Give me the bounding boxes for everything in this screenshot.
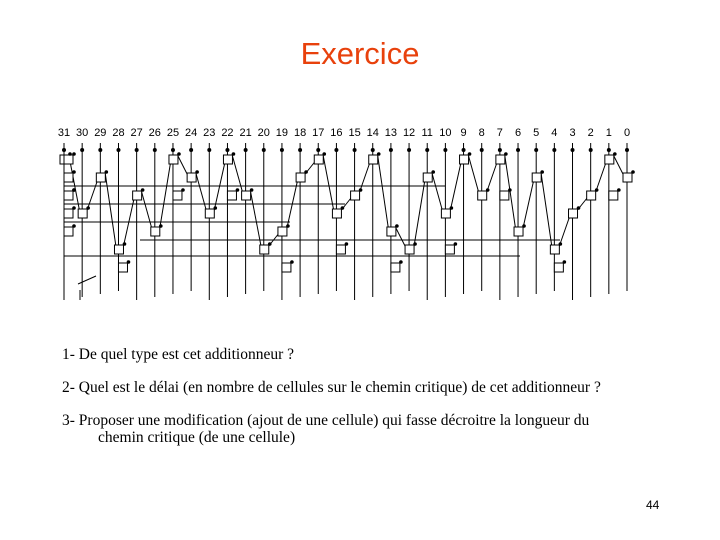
cell-node [559, 242, 563, 246]
cell-node [177, 152, 181, 156]
input-node [389, 148, 393, 152]
input-node [607, 148, 611, 152]
cell [478, 191, 487, 200]
input-node [80, 148, 84, 152]
cell-node [72, 206, 76, 210]
input-node [244, 148, 248, 152]
cell [64, 173, 73, 182]
bit-index-label: 30 [76, 127, 89, 139]
carry-wire [378, 156, 389, 232]
cell [514, 227, 523, 236]
cell [282, 263, 291, 272]
cell-node [286, 224, 290, 228]
input-node [98, 148, 102, 152]
bit-index-label: 25 [166, 127, 180, 139]
cell-node [232, 152, 236, 156]
bit-index-label: 4 [551, 127, 558, 139]
cell-node [413, 242, 417, 246]
cell [133, 191, 142, 200]
carry-wire [69, 156, 80, 214]
cell [423, 173, 432, 182]
cell [242, 191, 251, 200]
cell [223, 155, 232, 164]
bit-index-label: 26 [148, 127, 161, 139]
cell [445, 245, 454, 254]
cell-node [613, 152, 617, 156]
cell-node [454, 242, 458, 246]
cell [296, 173, 305, 182]
bit-index-label: 7 [496, 127, 503, 139]
bit-index-label: 15 [348, 127, 361, 139]
input-node [443, 148, 447, 152]
carry-wire [360, 160, 371, 192]
bit-index-label: 16 [330, 127, 343, 139]
bit-index-label: 0 [623, 127, 631, 139]
cell [587, 191, 596, 200]
question-3-continuation: chemin critique (de une cellule) [98, 429, 296, 446]
bit-index-label: 21 [239, 127, 252, 139]
bit-index-label: 9 [460, 127, 467, 139]
input-node [371, 148, 375, 152]
output-wire [78, 276, 96, 284]
cell-node [127, 260, 131, 264]
carry-wire [469, 156, 480, 196]
bit-index-label: 17 [312, 127, 325, 139]
bit-index-label: 27 [130, 127, 143, 139]
cell [278, 227, 287, 236]
cell [554, 263, 563, 272]
carry-wire [432, 174, 443, 214]
cell [187, 173, 196, 182]
carry-wire [450, 160, 461, 210]
cell-node [341, 206, 345, 210]
input-node [571, 148, 575, 152]
bit-index-label: 29 [94, 127, 107, 139]
input-node [316, 148, 320, 152]
cell-node [86, 206, 90, 210]
input-node [334, 148, 338, 152]
cell-node [468, 152, 472, 156]
carry-wire [596, 160, 607, 192]
cell-node [631, 170, 635, 174]
bit-index-label: 8 [478, 127, 485, 139]
cell [64, 227, 73, 236]
input-node [462, 148, 466, 152]
cell-node [72, 170, 76, 174]
carry-wire [414, 178, 425, 246]
cell-node [123, 242, 127, 246]
cell [114, 245, 123, 254]
bit-index-label: 3 [569, 127, 576, 139]
input-node [62, 148, 66, 152]
cell-node [540, 170, 544, 174]
cells [60, 155, 632, 272]
cell [227, 191, 236, 200]
bit-index-label: 13 [384, 127, 398, 139]
input-node [225, 148, 229, 152]
input-node [625, 148, 629, 152]
cell-node [72, 224, 76, 228]
bit-index-label: 10 [439, 127, 452, 139]
cell-node [181, 188, 185, 192]
cell-node [72, 188, 76, 192]
input-node [480, 148, 484, 152]
carry-wire [160, 160, 171, 228]
input-node [425, 148, 429, 152]
cell [387, 227, 396, 236]
cell-node [290, 260, 294, 264]
cell-node [195, 170, 199, 174]
black-nodes [62, 148, 635, 264]
bit-index-label: 23 [203, 127, 216, 139]
cell [151, 227, 160, 236]
carry-wire [142, 192, 153, 232]
bit-index-label: 1 [605, 127, 612, 139]
cell-node [508, 188, 512, 192]
cell [332, 209, 341, 218]
cell-node [250, 188, 254, 192]
cell [336, 245, 345, 254]
carry-wire [523, 178, 534, 228]
cell [205, 209, 214, 218]
cell [169, 155, 178, 164]
input-node [207, 148, 211, 152]
cell [64, 155, 73, 164]
bit-index-labels [58, 127, 630, 139]
cell [260, 245, 269, 254]
bit-index-label: 28 [112, 127, 125, 139]
carry-wire [105, 174, 116, 250]
cell-node [268, 242, 272, 246]
cell-node [431, 170, 435, 174]
cell [500, 191, 509, 200]
cell [460, 155, 469, 164]
cell-node [617, 188, 621, 192]
carry-wire [559, 214, 570, 246]
cell-node [345, 242, 349, 246]
cell-node [141, 188, 145, 192]
bit-index-label: 22 [221, 127, 234, 139]
input-node [552, 148, 556, 152]
cell [532, 173, 541, 182]
input-node [534, 148, 538, 152]
input-node [589, 148, 593, 152]
cell-node [486, 188, 490, 192]
cell [173, 191, 182, 200]
cell [609, 191, 618, 200]
input-node [298, 148, 302, 152]
input-node [516, 148, 520, 152]
cell-node [322, 152, 326, 156]
cell [569, 209, 578, 218]
cell-node [377, 152, 381, 156]
cell [314, 155, 323, 164]
cell [623, 173, 632, 182]
input-node [280, 148, 284, 152]
wires [64, 143, 627, 300]
carry-wire [487, 160, 498, 192]
cell [405, 245, 414, 254]
cell [64, 191, 73, 200]
carry-wire [87, 178, 98, 210]
cell [441, 209, 450, 218]
carry-wire [541, 174, 552, 250]
cell [78, 209, 87, 218]
carry-wire [214, 160, 225, 210]
cell [118, 263, 127, 272]
carry-wire [251, 192, 262, 250]
cell-node [504, 152, 508, 156]
bit-index-label: 6 [514, 127, 522, 139]
cell-node [105, 170, 109, 174]
carry-wire [196, 174, 207, 214]
cell [369, 155, 378, 164]
bit-index-label: 11 [421, 127, 433, 139]
cell [605, 155, 614, 164]
input-node [407, 148, 411, 152]
cell-node [72, 152, 76, 156]
question-3: 3- Proposer une modification (ajout de une cellule) qui fasse décroitre la longueur du [62, 412, 590, 429]
carry-wire [323, 156, 334, 214]
cell-node [359, 188, 363, 192]
cell-node [399, 260, 403, 264]
input-node [116, 148, 120, 152]
input-node [189, 148, 193, 152]
cell [496, 155, 505, 164]
cell-node [159, 224, 163, 228]
cell-node [395, 224, 399, 228]
bit-index-label: 24 [185, 127, 198, 139]
bit-index-label: 12 [402, 127, 416, 139]
cell-node [522, 224, 526, 228]
cell-node [304, 170, 308, 174]
input-node [135, 148, 139, 152]
input-node [153, 148, 157, 152]
cell-node [450, 206, 454, 210]
input-node [498, 148, 502, 152]
bit-index-label: 19 [275, 127, 289, 139]
input-node [262, 148, 266, 152]
cell-node [236, 188, 240, 192]
cell-node [595, 188, 599, 192]
bit-index-label: 5 [533, 127, 540, 139]
input-node [353, 148, 357, 152]
question-2: 2- Quel est le délai (en nombre de cellules sur le chemin critique) de cet additionneur ? [62, 379, 601, 396]
input-node [171, 148, 175, 152]
cell [96, 173, 105, 182]
bit-index-label: 18 [293, 127, 307, 139]
bit-index-label: 14 [366, 127, 379, 139]
cell [391, 263, 400, 272]
cell-node [563, 260, 567, 264]
cell-node [213, 206, 217, 210]
cell-node [577, 206, 581, 210]
bit-index-label: 20 [257, 127, 270, 139]
slide-title: Exercice [300, 36, 420, 71]
cell [351, 191, 360, 200]
cell-node [68, 152, 72, 156]
cell [550, 245, 559, 254]
bit-index-label: 2 [587, 127, 594, 139]
cell [64, 209, 73, 218]
page-number: 44 [646, 498, 660, 512]
bit-index-label: 31 [57, 127, 71, 139]
question-1: 1- De quel type est cet additionneur ? [62, 346, 294, 363]
